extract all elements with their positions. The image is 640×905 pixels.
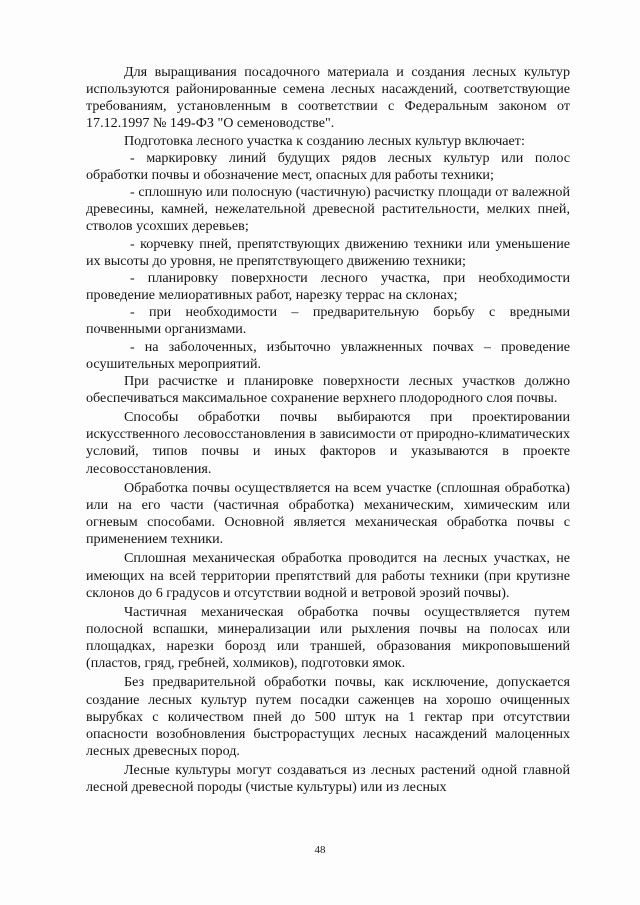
paragraph-tillage-types: Обработка почвы осуществляется на всем участке (сплошная обработка) или на его части (частичная обработка) механическим, химическим или огневым способами. Основной является механическая обработка почвы с применением техники. [86, 479, 570, 548]
page-number: 48 [314, 844, 326, 856]
paragraph-continuous-tillage: Сплошная механическая обработка проводится на лесных участках, не имеющих на всей территории препятствий для работы техники (при крутизне склонов до 6 градусов и отсутствии водной и ветровой эрозий почвы). [86, 550, 570, 601]
list-item-drainage: - на заболоченных, избыточно увлажненных почвах – проведение осушительных мероприятий. [86, 338, 570, 372]
paragraph-site-preparation-intro: Подготовка лесного участка к созданию лесных культур включает: [124, 132, 525, 149]
paragraph-topsoil-preservation: При расчистке и планировке поверхности лесных участков должно обеспечиваться максимальное сохранение верхнего плодородного слоя почвы. [86, 372, 570, 406]
paragraph-tillage-methods: Способы обработки почвы выбираются при проектировании искусственного лесовосстановления в зависимости от природно-климатических условий, типов почвы и иных факторов и указываются в проекте лесовосстановления. [86, 409, 570, 477]
list-item-leveling: - планировку поверхности лесного участка, при необходимости проведение мелиоративных работ, нарезку террас на склонах; [86, 269, 570, 304]
paragraph-forest-cultures: Лесные культуры могут создаваться из лесных растений одной главной лесной древесной породы (чистые культуры) или из лесных [86, 762, 570, 796]
paragraph-partial-tillage: Частичная механическая обработка почвы осуществляется путем полосной вспашки, минерализации или рыхления почвы на полосах или площадках, нарезки борозд или траншей, образования микроповышений (пластов, гряд, гребней, холмиков), подготовки ямок. [86, 603, 570, 672]
list-item-marking: - маркировку линий будущих рядов лесных культур или полос обработки почвы и обозначение мест, опасных для работы техники; [86, 149, 570, 183]
paragraph-no-tillage-exception: Без предварительной обработки почвы, как исключение, допускается создание лесных культур путем посадки саженцев на хорошо очищенных вырубках с количеством пней до 500 штук на 1 гектар при отсутствии опасности возобновления быстрорастущих лесных насаждений малоценных лесных древесных пород. [86, 674, 570, 760]
list-item-clearing: - сплошную или полосную (частичную) расчистку площади от валежной древесины, камней, нежелательной древесной растительности, мелких пней, стволов усохших деревьев; [86, 184, 570, 235]
paragraph-seed-materials: Для выращивания посадочного материала и создания лесных культур используются районированные семена лесных насаждений, соответствующие требованиям, установленным в соответствии с Федеральным законом от 17.12.1997 № 149-ФЗ "О семеноводстве". [86, 64, 570, 132]
list-item-pest-control: - при необходимости – предварительную борьбу с вредными почвенными организмами. [86, 304, 570, 338]
list-item-stump-removal: - корчевку пней, препятствующих движению техники или уменьшение их высоты до уровня, не препятствующего движению техники; [86, 235, 570, 269]
document-body [86, 64, 570, 797]
